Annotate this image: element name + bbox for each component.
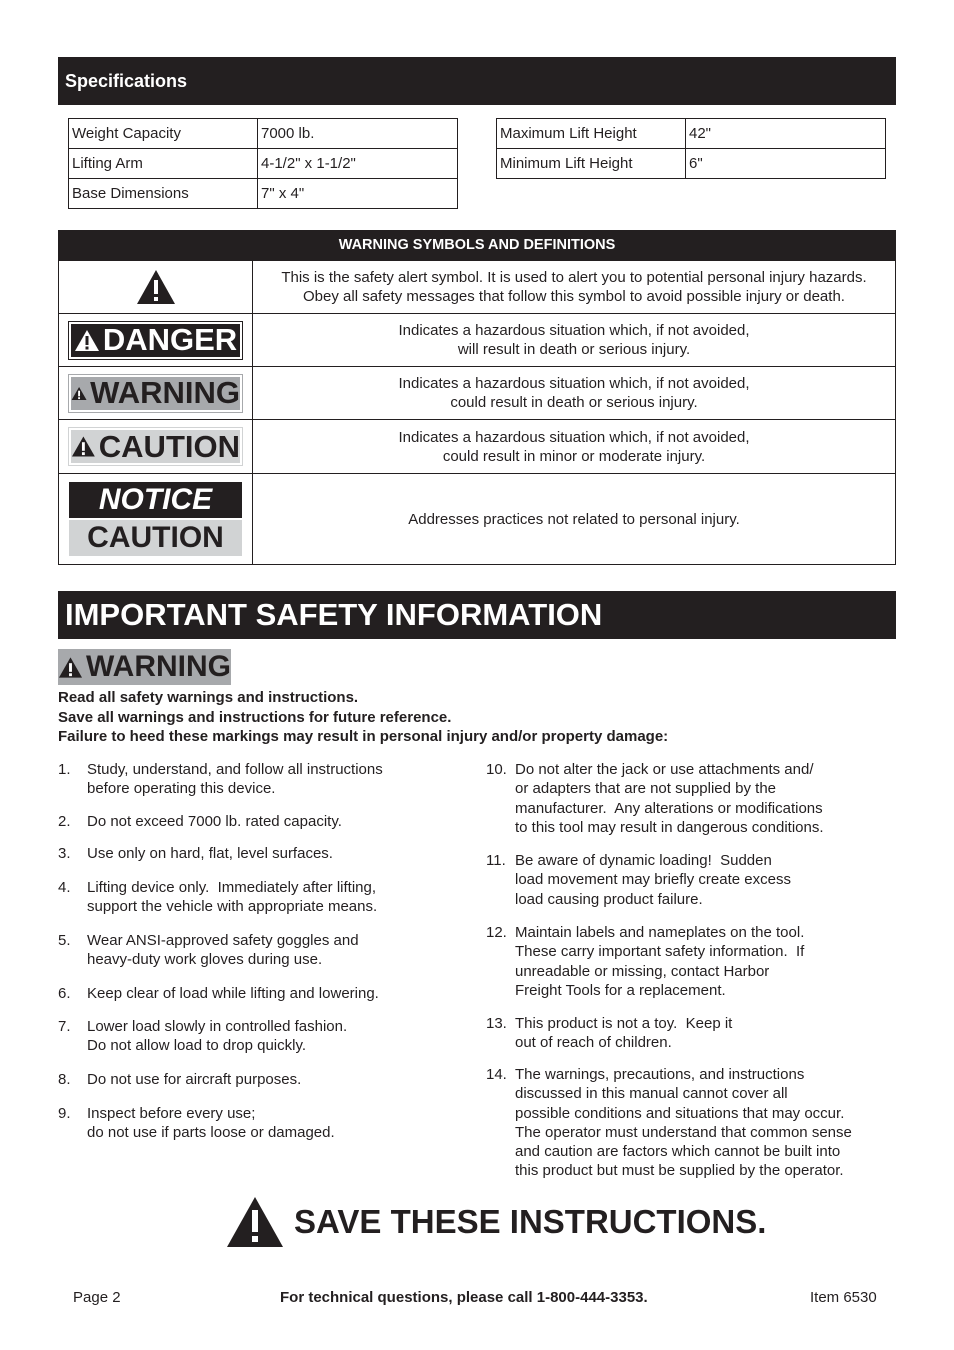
spec-value: 6" xyxy=(686,149,886,179)
warning-definition-line: could result in death or serious injury. xyxy=(450,394,698,411)
caution-definition-line: Indicates a hazardous situation which, if not avoided, xyxy=(398,428,750,446)
support-line: For technical questions, please call 1-800-444-3353. xyxy=(280,1289,648,1306)
caution-definition-line: could result in minor or moderate injury. xyxy=(442,447,706,465)
warning-definition-line: Indicates a hazardous situation which, if not avoided, xyxy=(398,375,750,392)
page-number: Page 2 xyxy=(73,1289,121,1306)
danger-definition-line: will result in death or serious injury. xyxy=(457,341,691,358)
notice-signal-word: NOTICE xyxy=(69,482,242,518)
specifications-header xyxy=(58,57,896,105)
notice-row xyxy=(59,473,895,564)
specs-table-right xyxy=(496,118,886,179)
alert-triangle-icon xyxy=(74,329,100,352)
alert-definition-line: This is the safety alert symbol. It is used to alert you to potential personal injury hazards. xyxy=(281,269,867,286)
save-instructions-banner xyxy=(226,1196,766,1248)
spec-value: 7" x 4" xyxy=(258,179,458,209)
spec-value: 42" xyxy=(686,119,886,149)
caution-no-symbol-signal-word: CAUTION xyxy=(69,520,242,556)
table-row xyxy=(69,179,458,209)
safety-info-title: IMPORTANT SAFETY INFORMATION xyxy=(65,597,603,632)
alert-triangle-icon xyxy=(71,435,96,458)
item-number: Item 6530 xyxy=(810,1289,877,1306)
safety-intro: Read all safety warnings and instructions. Save all warnings and instructions for future reference. Failure to heed these markings may result in personal injury and/or property damage: xyxy=(58,689,669,745)
warning-symbols-table xyxy=(58,230,896,565)
table-row xyxy=(69,149,458,179)
danger-definition-line: Indicates a hazardous situation which, if not avoided, xyxy=(398,322,750,339)
specs-table-left xyxy=(68,118,458,209)
spec-label: Base Dimensions xyxy=(69,179,258,209)
save-instructions-text: SAVE THESE INSTRUCTIONS. xyxy=(294,1203,767,1240)
warning-symbols-header: WARNING SYMBOLS AND DEFINITIONS xyxy=(59,231,895,260)
caution-row xyxy=(59,419,895,473)
alert-definition-line: Obey all safety messages that follow this symbol to avoid possible injury or death. xyxy=(303,288,845,305)
specifications-title: Specifications xyxy=(65,71,188,91)
table-row xyxy=(497,119,886,149)
spec-value: 7000 lb. xyxy=(258,119,458,149)
table-row xyxy=(69,119,458,149)
spec-value: 4-1/2" x 1-1/2" xyxy=(258,149,458,179)
danger-signal-word: DANGER xyxy=(69,322,242,359)
safety-alert-icon xyxy=(226,1196,284,1248)
alert-triangle-icon xyxy=(58,656,83,679)
spec-label: Maximum Lift Height xyxy=(497,119,686,149)
caution-signal-word: CAUTION xyxy=(69,428,242,465)
alert-symbol-row xyxy=(59,260,895,313)
spec-label: Weight Capacity xyxy=(69,119,258,149)
safety-alert-icon xyxy=(136,269,176,305)
alert-triangle-icon xyxy=(71,382,87,405)
warning-signal-word: WARNING xyxy=(58,649,231,685)
warning-signal-word: WARNING xyxy=(69,375,242,412)
notice-definition: Addresses practices not related to personal injury. xyxy=(408,510,740,528)
spec-label: Minimum Lift Height xyxy=(497,149,686,179)
table-row xyxy=(497,149,886,179)
warning-row xyxy=(59,366,895,419)
spec-label: Lifting Arm xyxy=(69,149,258,179)
danger-row xyxy=(59,313,895,366)
safety-info-header xyxy=(58,591,896,639)
